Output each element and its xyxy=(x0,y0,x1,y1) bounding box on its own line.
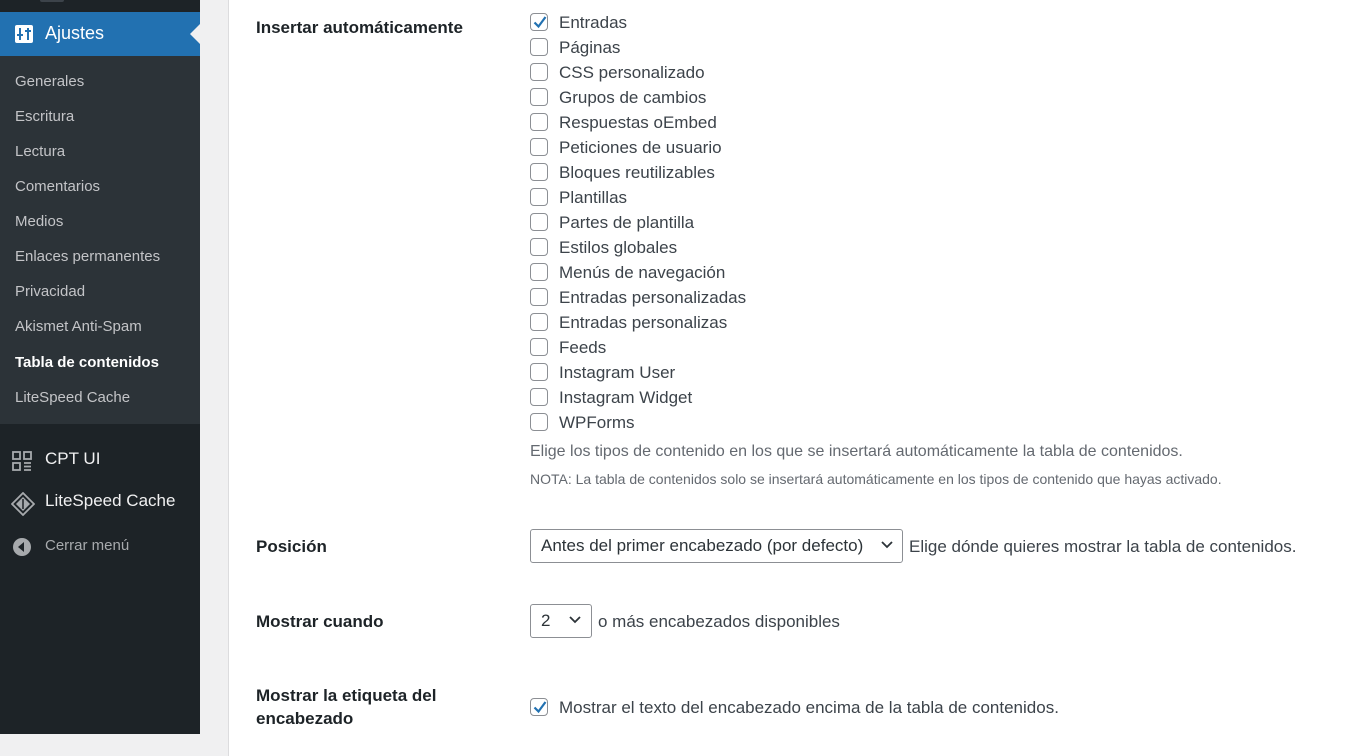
checkbox[interactable] xyxy=(530,313,548,331)
headings-count-value: 2 xyxy=(541,611,551,630)
show-heading-label xyxy=(256,684,436,730)
checkbox-label[interactable]: Bloques reutilizables xyxy=(559,163,715,182)
sidebar-menu-litespeed-cache[interactable] xyxy=(0,482,200,522)
position-help: Elige dónde quieres mostrar la tabla de contenidos. xyxy=(909,537,1297,556)
checkbox-label[interactable]: Entradas personalizas xyxy=(559,313,728,332)
show-when-help: o más encabezados disponibles xyxy=(598,612,840,631)
checkbox[interactable] xyxy=(530,63,548,81)
checkbox-label[interactable]: Entradas xyxy=(559,13,628,32)
sidebar-menu-cpt-ui[interactable] xyxy=(0,440,200,480)
checkbox-label[interactable]: Instagram Widget xyxy=(559,388,693,407)
grid-icon xyxy=(11,450,33,472)
checkbox[interactable] xyxy=(530,188,548,206)
submenu-item-enlaces-permanentes[interactable]: Enlaces permanentes xyxy=(15,248,161,265)
checkbox-label[interactable]: CSS personalizado xyxy=(559,63,705,82)
settings-main xyxy=(200,0,1366,734)
checkbox[interactable] xyxy=(530,363,548,381)
show-when-label: Mostrar cuando xyxy=(256,612,384,631)
checkbox[interactable] xyxy=(530,38,548,56)
show-heading-label-line2: encabezado xyxy=(256,709,354,728)
submenu-item-privacidad[interactable]: Privacidad xyxy=(15,283,86,300)
checkbox[interactable] xyxy=(530,698,548,716)
sidebar-menu-ajustes[interactable] xyxy=(0,12,200,56)
checkbox[interactable] xyxy=(530,88,548,106)
checkbox-label[interactable]: Feeds xyxy=(559,338,607,357)
sidebar-menu-label: Ajustes xyxy=(45,23,105,43)
sidebar-menu-label: LiteSpeed Cache xyxy=(45,491,176,510)
submenu-item-lectura[interactable]: Lectura xyxy=(15,143,66,160)
checkbox-label[interactable]: Partes de plantilla xyxy=(559,213,695,232)
checkbox[interactable] xyxy=(530,238,548,256)
checkbox-label[interactable]: WPForms xyxy=(559,413,635,432)
chevron-down-icon xyxy=(881,541,893,549)
auto-insert-description: Elige los tipos de contenido en los que se insertará automáticamente la tabla de contenidos. xyxy=(530,443,1183,460)
auto-insert-label: Insertar automáticamente xyxy=(256,18,463,37)
checkbox[interactable] xyxy=(530,338,548,356)
sidebar-submenu xyxy=(0,56,200,424)
sidebar-menu-label: CPT UI xyxy=(45,449,101,468)
checkbox[interactable] xyxy=(530,13,548,31)
checkbox-label[interactable]: Plantillas xyxy=(559,188,628,207)
checkbox[interactable] xyxy=(530,413,548,431)
checkbox-label[interactable]: Páginas xyxy=(559,38,621,57)
checkbox-label[interactable]: Instagram User xyxy=(559,363,676,382)
checkmark-icon xyxy=(532,14,548,30)
checkbox-label[interactable]: Menús de navegación xyxy=(559,263,726,282)
show-heading-checkbox-item[interactable] xyxy=(530,696,1130,721)
checkbox-label[interactable]: Mostrar el texto del encabezado encima de la tabla de contenidos. xyxy=(559,698,1059,717)
position-select[interactable] xyxy=(530,529,903,563)
checkbox[interactable] xyxy=(530,388,548,406)
show-heading-label-line1: Mostrar la etiqueta del xyxy=(256,686,437,705)
checkbox-label[interactable]: Entradas personalizadas xyxy=(559,288,747,307)
checkbox[interactable] xyxy=(530,113,548,131)
submenu-item-tabla-de-contenidos[interactable]: Tabla de contenidos xyxy=(15,354,159,371)
checkbox-label[interactable]: Respuestas oEmbed xyxy=(559,113,717,132)
position-select-value: Antes del primer encabezado (por defecto) xyxy=(541,536,864,555)
checkbox[interactable] xyxy=(530,138,548,156)
sidebar-top-cutoff xyxy=(0,0,200,8)
sidebar-menu-label: Cerrar menú xyxy=(45,537,130,554)
checkbox-label[interactable]: Grupos de cambios xyxy=(559,88,707,107)
headings-count-select[interactable] xyxy=(530,604,592,638)
checkbox[interactable] xyxy=(530,263,548,281)
submenu-item-akismet[interactable]: Akismet Anti-Spam xyxy=(15,318,142,335)
sidebar-collapse-menu[interactable] xyxy=(0,526,200,566)
collapse-arrow-icon xyxy=(11,536,33,558)
settings-sliders-icon xyxy=(14,24,34,44)
submenu-item-medios[interactable]: Medios xyxy=(15,213,64,230)
litespeed-diamond-icon xyxy=(11,492,33,514)
submenu-item-generales[interactable]: Generales xyxy=(15,73,85,90)
admin-sidebar xyxy=(0,0,200,734)
checkbox[interactable] xyxy=(530,213,548,231)
position-label: Posición xyxy=(256,537,327,556)
checkbox-label[interactable]: Estilos globales xyxy=(559,238,678,257)
settings-panel xyxy=(228,0,1366,756)
active-menu-pointer xyxy=(190,24,200,44)
checkbox[interactable] xyxy=(530,163,548,181)
submenu-item-litespeed-cache[interactable]: LiteSpeed Cache xyxy=(15,389,131,406)
checkbox[interactable] xyxy=(530,288,548,306)
checkbox-label[interactable]: Peticiones de usuario xyxy=(559,138,722,157)
checkmark-icon xyxy=(532,699,548,715)
submenu-item-escritura[interactable]: Escritura xyxy=(15,108,75,125)
chevron-down-icon xyxy=(569,616,581,624)
auto-insert-note: NOTA: La tabla de contenidos solo se insertará automáticamente en los tipos de contenido que hayas activado. xyxy=(530,471,1222,487)
submenu-item-comentarios[interactable]: Comentarios xyxy=(15,178,101,195)
